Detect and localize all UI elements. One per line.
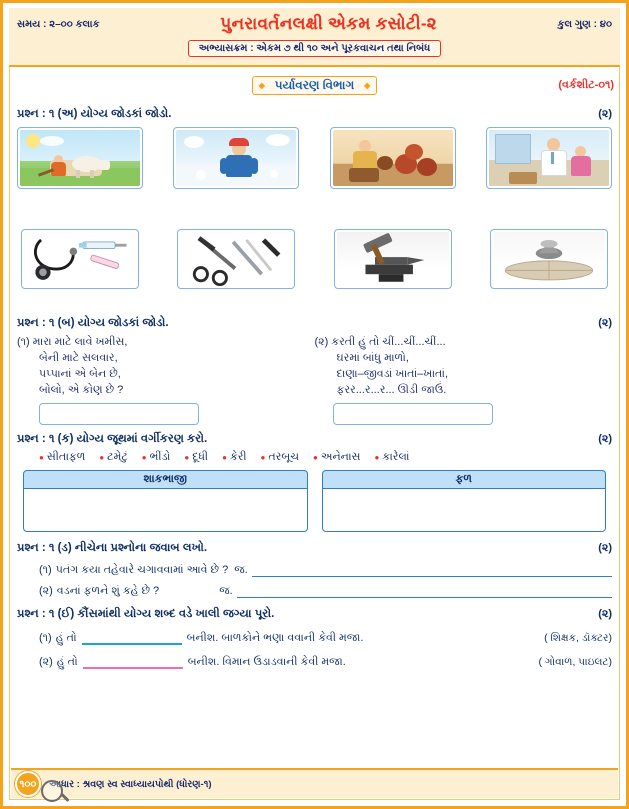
doctor-with-child-picture[interactable]: [486, 127, 612, 189]
question-1d-line: [17, 542, 612, 555]
question-1b-marks: (૨): [598, 317, 612, 329]
word-bank-item: ● કેરી: [222, 451, 246, 464]
short-answer-number-1: (૧): [39, 564, 52, 576]
question-1a-marks: (૨): [598, 108, 612, 120]
rhymes-section: [17, 334, 612, 425]
total-marks: કુલ ગુણ : ૪૦: [557, 18, 612, 30]
pictures-row2: [17, 229, 612, 289]
short-answer-label-1: જ.: [234, 564, 248, 576]
magnifier-icon: [41, 780, 63, 802]
rhyme-left-answer-box[interactable]: [39, 403, 199, 425]
rhyme-right-number: (૨): [314, 336, 329, 348]
subject-row: [15, 75, 614, 95]
rhyme-left-body: [17, 334, 307, 398]
word-bank-item: ● અનેનાસ: [313, 451, 360, 464]
classification-header-vegetables: શાકભાજી: [23, 470, 308, 488]
short-answer-number-2: (૨): [39, 585, 53, 597]
word-bank-item: ● ભીંડો: [142, 451, 171, 464]
page-footer: [11, 768, 618, 798]
rhyme-left-line-1: મારા માટે લાવે ખમીસ,: [32, 336, 128, 348]
farmer-with-ox-picture[interactable]: [17, 127, 143, 189]
fill-blank-pre-2: હું તો: [56, 656, 78, 668]
classification-table: [17, 470, 612, 532]
fill-blank-row-1: [17, 631, 612, 645]
rhyme-left-number: (૧): [17, 336, 30, 348]
classification-answer-area-vegetables[interactable]: [23, 488, 308, 532]
exam-title: પુનરાવર્તનલક્ષી એકમ કસોટી-૨: [220, 14, 437, 33]
question-1b-text: પ્રશ્ન : ૧ (બ) યોગ્ય જોડકાં જોડો.: [17, 317, 169, 329]
question-1d-marks: (૨): [598, 542, 612, 554]
footer-source-text: આધાર : શ્રવણ સ્વ સ્વાધ્યાયપોથી (ધોરણ-૧): [49, 778, 212, 790]
classification-answer-area-fruits[interactable]: [322, 488, 607, 532]
header-bottom-row: [17, 40, 612, 57]
header-top-row: [17, 14, 612, 34]
question-1k-marks: (૨): [598, 433, 612, 445]
question-1e-marks: (૨): [598, 608, 612, 620]
stethoscope-syringe-picture[interactable]: [21, 229, 139, 289]
question-1d-text: પ્રશ્ન : ૧ (ડ) નીચેના પ્રશ્નોના જવાબ લખો.: [17, 542, 208, 554]
question-1e-line: [17, 608, 612, 621]
short-answer-row-2: [17, 585, 612, 598]
fill-blank-number-2: (૨): [39, 656, 53, 668]
question-1e-text: પ્રશ્ન : ૧ (ઈ) કૌંસમાંથી યોગ્ય શબ્દ વડે ખાલી જગ્યા પૂરો.: [17, 608, 275, 620]
fill-blank-hint-1: ( શિક્ષક, ડૉક્ટર): [544, 632, 612, 644]
potter-with-pots-picture[interactable]: [330, 127, 456, 189]
question-1k-line: [17, 433, 612, 446]
question-1a-text: પ્રશ્ન : ૧ (અ) યોગ્ય જોડકાં જોડો.: [17, 108, 172, 120]
rhyme-left: [17, 334, 315, 425]
short-answer-row-1: [17, 564, 612, 577]
question-1b-line: [17, 317, 612, 330]
word-bank-item: ● સીતાફળ: [39, 451, 85, 464]
fill-blank-pre-1: હું તો: [55, 632, 77, 644]
stethoscope-icon: [24, 232, 136, 286]
potters-wheel-icon: [493, 232, 605, 286]
scissors-icon: [180, 232, 292, 286]
fill-blank-hint-2: ( ગોવાળ, પાઇલટ): [538, 656, 612, 668]
word-bank: [17, 451, 612, 464]
word-bank-item: ● કારેલાં: [374, 451, 409, 464]
page-number: ૧૦૦: [15, 771, 41, 797]
rhyme-right-line-2: ઘરમાં બાંધુ માળો,: [336, 352, 409, 364]
rhyme-right-answer-box[interactable]: [333, 403, 493, 425]
rhyme-left-line-2: બેની માટે સલવાર,: [39, 352, 118, 364]
short-answer-label-2: જ.: [219, 585, 233, 597]
child-in-snow-picture[interactable]: [173, 127, 299, 189]
fill-blank-post-1: બનીશ. બાળકોને ભણા વવાની કેવી મજા.: [186, 632, 364, 644]
classification-column-fruits: [322, 470, 607, 532]
pictures-row1: [17, 127, 612, 189]
rhyme-right-line-3: દાણા–જીવડાં ખાતાં–ખાતાં,: [336, 368, 449, 380]
pictures-row1-wrap: [17, 127, 612, 201]
rhyme-right-line-1: કરતી હું તો ચીં...ચીં...ચીં...: [331, 336, 446, 348]
page-header: [9, 8, 620, 67]
worksheet-content: [3, 95, 626, 669]
classification-column-vegetables: [23, 470, 308, 532]
pictures-row2-wrap: [17, 229, 612, 301]
short-answer-input-2[interactable]: [237, 585, 612, 598]
fill-blank-row-2: [17, 655, 612, 669]
fill-blank-post-2: બનીશ. વિમાન ઉડાડવાની કેવી મજા.: [187, 656, 346, 668]
short-answer-input-1[interactable]: [252, 564, 612, 577]
fill-blank-input-1[interactable]: [82, 631, 182, 645]
hammer-anvil-picture[interactable]: [334, 229, 452, 289]
short-answer-question-1: પતંગ કયા તહેવારે ચગાવવામાં આવે છે ?: [55, 564, 229, 576]
rhyme-right-line-4: ફરર...ર...ર... ઊડી જાઉં.: [336, 384, 447, 396]
rhyme-right-body: [315, 334, 605, 398]
syllabus-label: અભ્યાસક્રમ : એકમ ૭ થી ૧૦ અને પૂરકવાચન તથા નિબંધ: [188, 40, 441, 57]
fill-blank-input-2[interactable]: [83, 655, 183, 669]
question-1a-line: [17, 108, 612, 121]
rhyme-left-line-4: બોલો, એ કોણ છે ?: [39, 384, 124, 396]
worksheet-number: (વર્કશીટ-૦૧): [558, 78, 614, 91]
anvil-icon: [337, 232, 449, 286]
question-1k-text: પ્રશ્ન : ૧ (ક) યોગ્ય જૂથમાં વર્ગીકરણ કરો.: [17, 433, 208, 445]
classification-header-fruits: ફળ: [322, 470, 607, 488]
subject-name: ◆ પર્યાવરણ વિભાગ ◆: [252, 76, 378, 95]
razor-scissors-picture[interactable]: [177, 229, 295, 289]
word-bank-item: ● ટમેટું: [99, 451, 127, 464]
rhyme-left-line-3: પપ્પાનાં એ બેન છે,: [39, 368, 121, 380]
word-bank-item: ● તરબૂચ: [261, 451, 299, 464]
short-answer-question-2: વડનાં ફળને શું કહે છે ?: [56, 585, 160, 597]
fill-blank-number-1: (૧): [39, 632, 52, 644]
rhyme-right: [315, 334, 613, 425]
exam-time: સમય : ૨–૦૦ કલાક: [17, 18, 100, 30]
word-bank-item: ● દૂધી: [184, 451, 208, 464]
potters-wheel-picture[interactable]: [490, 229, 608, 289]
